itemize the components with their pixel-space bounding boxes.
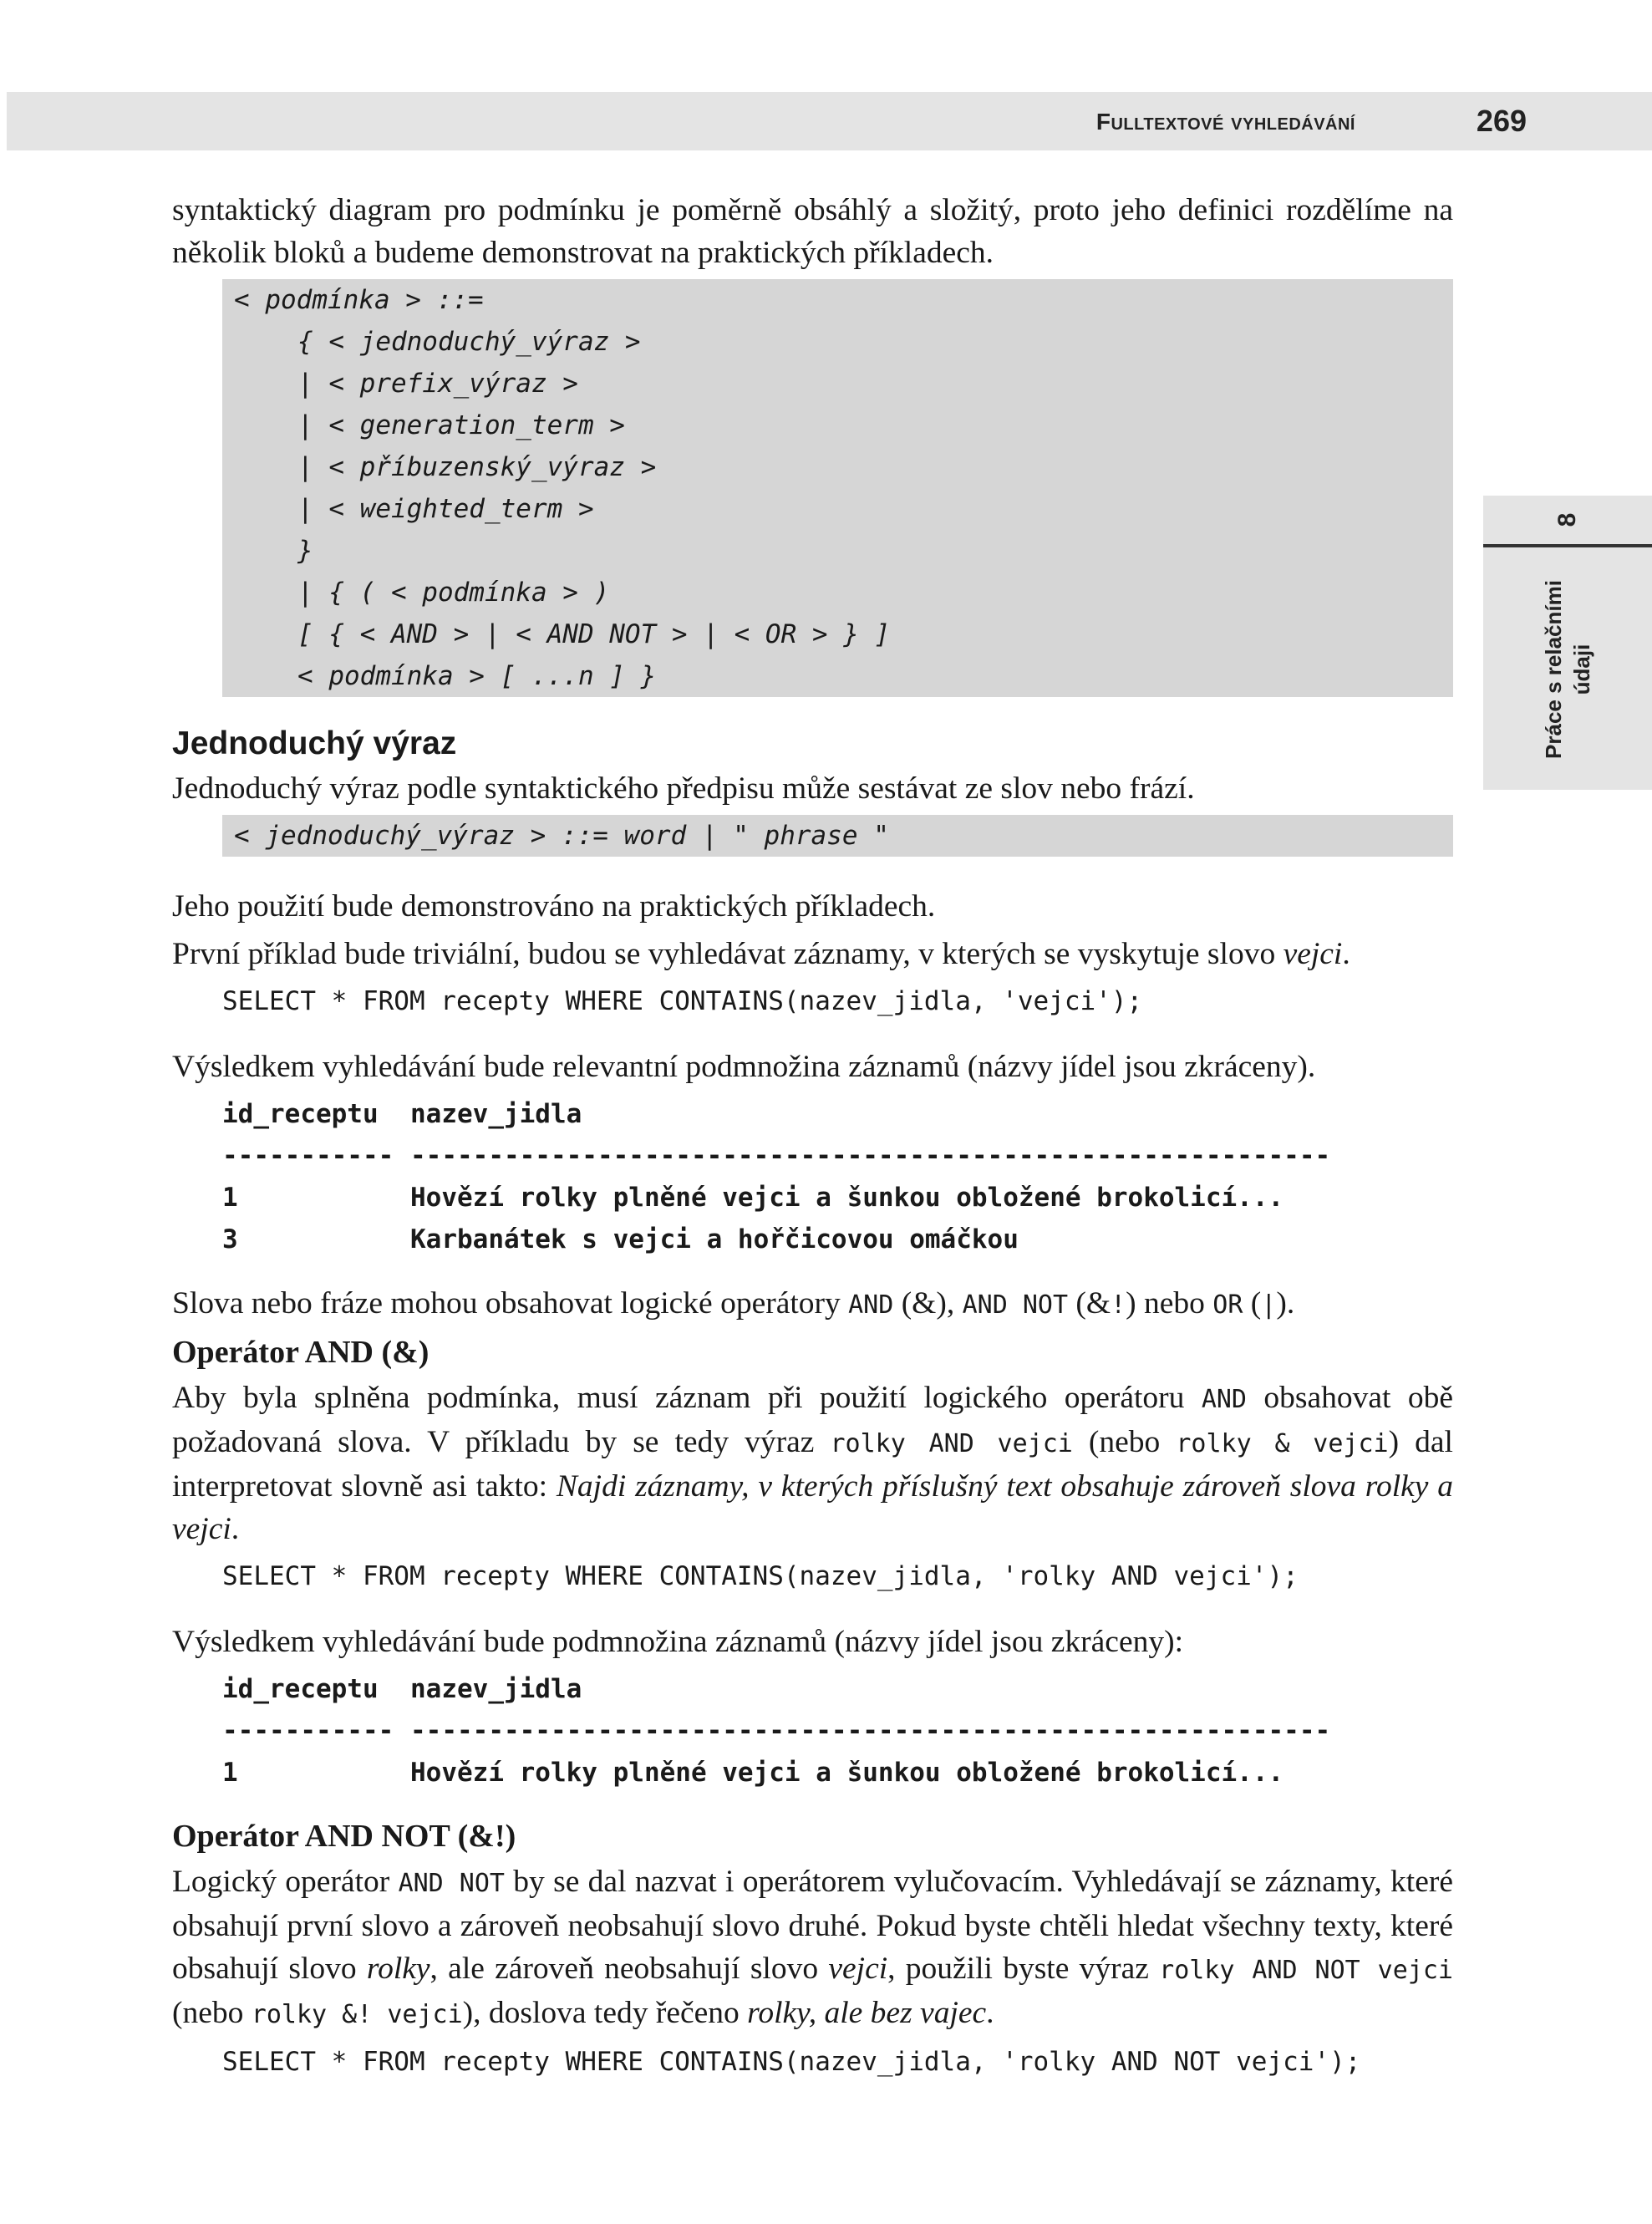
- text-span: První příklad bude triviální, budou se vyhledávat záznamy, v kterých se vyskytuje slovo: [172, 937, 1283, 971]
- syntax-line: }: [297, 536, 313, 566]
- section-heading-and: Operátor AND (&): [172, 1335, 430, 1370]
- chapter-title: Práce s relačními údaji: [1541, 580, 1594, 759]
- syntax-line: | < prefix_výraz >: [297, 369, 578, 399]
- syntax-line: | < příbuzenský_výraz >: [297, 452, 657, 482]
- text-span: ) dal interpretovat slovně asi takto:: [172, 1425, 1453, 1504]
- code-inline: !: [1111, 1290, 1126, 1320]
- intro-paragraph: syntaktický diagram pro podmínku je poměrně obsáhlý a složitý, proto jeho definici rozdělíme na několik bloků a budeme demonstrovat na praktických příkladech.: [172, 193, 1453, 270]
- chapter-number: 8: [1553, 512, 1581, 527]
- text-span: .: [1342, 937, 1350, 971]
- emphasis: vejci: [1283, 937, 1343, 971]
- cell-id: 1: [222, 1183, 238, 1213]
- code-inline: |: [1261, 1290, 1277, 1320]
- separator: -----------: [222, 1716, 394, 1746]
- and-not-paragraph: [172, 1860, 1453, 2036]
- text-span: (: [1243, 1286, 1262, 1321]
- result-intro: Výsledkem vyhledávání bude podmnožina záznamů (názvy jídel jsou zkráceny):: [172, 1625, 1183, 1659]
- syntax-line: | { ( < podmínka > ): [297, 578, 610, 608]
- column-header: id_receptu: [222, 1674, 379, 1704]
- syntax-line: < podmínka > [ ...n ] }: [297, 661, 657, 691]
- separator: -----------------------------------------------------------: [410, 1716, 1331, 1746]
- cell-name: Hovězí rolky plněné vejci a šunkou obložené brokolicí...: [410, 1758, 1284, 1788]
- cell-id: 3: [222, 1224, 238, 1254]
- separator: -----------------------------------------------------------: [410, 1141, 1331, 1171]
- cell-name: Karbanátek s vejci a hořčicovou omáčkou: [410, 1224, 1019, 1254]
- table-row: [222, 1752, 1453, 1794]
- emphasis: rolky, ale bez vajec: [747, 1996, 987, 2030]
- syntax-simple: [222, 815, 1453, 857]
- column-header: id_receptu: [222, 1099, 379, 1129]
- sql-query-and-not: SELECT * FROM recepty WHERE CONTAINS(nazev_jidla, 'rolky AND NOT vejci');: [222, 2047, 1361, 2077]
- result-separator-row: [222, 1135, 1453, 1177]
- page-content: [172, 189, 1453, 2106]
- chapter-number-box: [1483, 496, 1652, 547]
- result-intro: Výsledkem vyhledávání bude relevantní podmnožina záznamů (názvy jídel jsou zkráceny).: [172, 1050, 1316, 1084]
- syntax-line: < podmínka > ::=: [234, 285, 484, 315]
- text-span: Slova nebo fráze mohou obsahovat logické operátory: [172, 1286, 849, 1321]
- code-inline: AND NOT: [962, 1290, 1069, 1320]
- chapter-tab: [1483, 496, 1652, 790]
- sql-query-vejci: SELECT * FROM recepty WHERE CONTAINS(nazev_jidla, 'vejci');: [222, 986, 1143, 1016]
- table-row: [222, 1177, 1453, 1219]
- result-header-row: [222, 1093, 1453, 1135]
- emphasis: rolky: [366, 1952, 430, 1986]
- section-heading-and-not: Operátor AND NOT (&!): [172, 1819, 516, 1854]
- code-inline: AND NOT: [398, 1869, 505, 1898]
- code-inline: rolky & vejci: [1176, 1429, 1389, 1458]
- text-span: (&: [1068, 1286, 1111, 1321]
- separator: -----------: [222, 1141, 394, 1171]
- text-span: .: [986, 1996, 994, 2030]
- result-table: [222, 1668, 1453, 1794]
- page-number: 269: [1476, 104, 1527, 138]
- text-span: (nebo: [172, 1996, 252, 2030]
- emphasis: Najdi záznamy, v kterých příslušný text obsahuje zároveň slova rolky a vejci: [172, 1469, 1453, 1546]
- cell-id: 1: [222, 1758, 238, 1788]
- text-span: , použili byste výraz: [887, 1952, 1160, 1986]
- column-header: nazev_jidla: [410, 1674, 582, 1704]
- text-span: Logický operátor: [172, 1865, 399, 1899]
- text-span: ), doslova tedy řečeno: [462, 1996, 748, 2030]
- code-inline: AND: [1201, 1385, 1247, 1414]
- syntax-line: | < weighted_term >: [297, 494, 594, 524]
- syntax-line: { < jednoduchý_výraz >: [297, 327, 641, 357]
- text-span: ).: [1276, 1286, 1295, 1321]
- code-inline: rolky &! vejci: [251, 2000, 463, 2029]
- text-span: .: [231, 1512, 240, 1546]
- text-span: ) nebo: [1126, 1286, 1213, 1321]
- sql-query-and: SELECT * FROM recepty WHERE CONTAINS(nazev_jidla, 'rolky AND vejci');: [222, 1561, 1299, 1591]
- operators-paragraph: [172, 1282, 1453, 1326]
- syntax-line: [ { < AND > | < AND NOT > | < OR > } ]: [297, 619, 891, 649]
- header-bar: [7, 92, 1652, 150]
- syntax-line: | < generation_term >: [297, 410, 625, 440]
- result-header-row: [222, 1668, 1453, 1710]
- text-span: (nebo: [1072, 1425, 1177, 1459]
- simple-p1: Jeho použití bude demonstrováno na praktických příkladech.: [172, 889, 936, 924]
- text-span: Aby byla splněna podmínka, musí záznam při použití logického operátoru: [172, 1381, 1202, 1415]
- syntax-podminka: [222, 279, 1453, 697]
- text-span: by se dal nazvat i operátorem vylučovacím. Vyhledávají se záznamy, které obsahují první slovo a zároveň neobsahují slovo druhé. Pokud byste chtěli hledat všechny texty, které obsahují slovo: [172, 1865, 1453, 1986]
- text-span: (&),: [893, 1286, 963, 1321]
- code-inline: rolky AND vejci: [830, 1429, 1073, 1458]
- code-inline: rolky AND NOT vejci: [1159, 1956, 1453, 1985]
- and-paragraph: [172, 1377, 1453, 1550]
- emphasis: vejci: [828, 1952, 888, 1986]
- table-row: [222, 1219, 1453, 1260]
- result-table: [222, 1093, 1453, 1260]
- text-span: , ale zároveň neobsahují slovo: [430, 1952, 829, 1986]
- code-inline: AND: [848, 1290, 894, 1320]
- text-span: obsahovat obě požadovaná slova. V příkladu by se tedy výraz: [172, 1381, 1453, 1459]
- section-heading-simple: Jednoduchý výraz: [172, 725, 457, 761]
- simple-intro: Jednoduchý výraz podle syntaktického předpisu může sestávat ze slov nebo frází.: [172, 771, 1195, 806]
- result-separator-row: [222, 1710, 1453, 1752]
- simple-p2: [172, 933, 1453, 975]
- column-header: nazev_jidla: [410, 1099, 582, 1129]
- syntax-line: < jednoduchý_výraz > ::= word | " phrase ": [234, 821, 889, 851]
- code-inline: OR: [1212, 1290, 1243, 1320]
- cell-name: Hovězí rolky plněné vejci a šunkou obložené brokolicí...: [410, 1183, 1284, 1213]
- running-head: Fulltextové vyhledávání: [1095, 109, 1355, 135]
